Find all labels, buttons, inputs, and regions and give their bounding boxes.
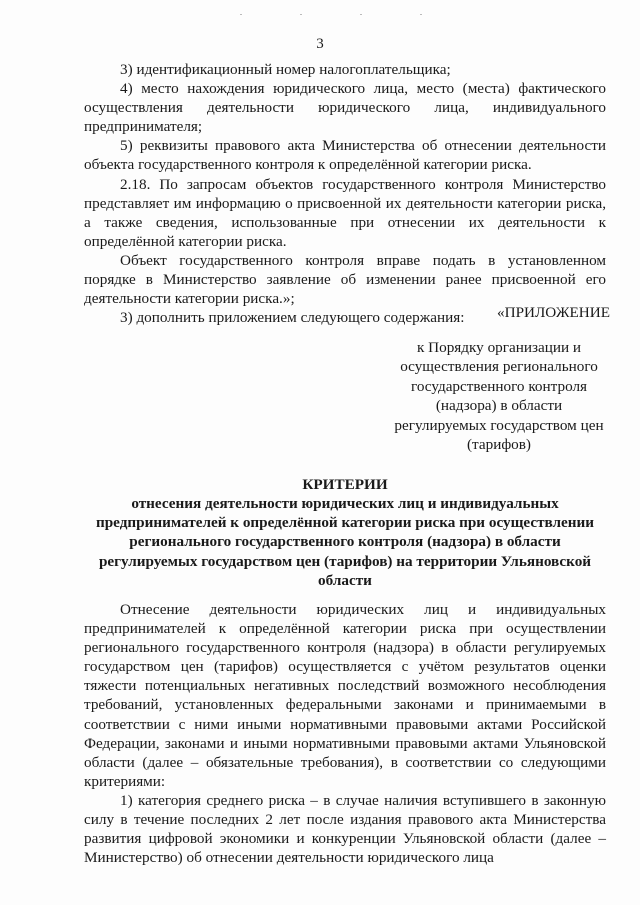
paragraph: Объект государственного контроля вправе подать в установленном порядке в Министерство заявление об изменении ранее присвоенной его деятельности категории риска.»; — [84, 251, 606, 308]
scan-artifact — [360, 14, 362, 15]
paragraph: 1) категория среднего риска – в случае наличия вступившего в законную силу в течение последних 2 лет после издания правового акта Министерства развития цифровой экономики и конкуренции Ульяновской области (далее – Министерство) об отнесении деятельности юридического лица — [84, 791, 606, 867]
criteria-title: КРИТЕРИИ — [302, 476, 388, 493]
appendix-heading: «ПРИЛОЖЕНИЕ — [497, 304, 610, 321]
appendix-reference: к Порядку организации и осуществления регионального государственного контроля (надзора) в области регулируемых государством цен (тарифов) — [394, 339, 604, 454]
paragraph: 5) реквизиты правового акта Министерства об отнесении деятельности объекта государственного контроля к определённой категории риска. — [84, 137, 606, 174]
paragraph: 4) место нахождения юридического лица, место (места) фактического осуществления деятельности юридического лица, индивидуального предпринимателя; — [84, 80, 606, 136]
scan-artifact — [420, 14, 422, 15]
paragraph: Отнесение деятельности юридических лиц и индивидуальных предпринимателей к определённой категории риска при осуществлении регионального государственного контроля (надзора) в области регулируемых государством цен (тарифов) осуществляется с учётом результатов оценки тяжести потенциальных негативных последствий возможного несоблюдения требований, установленных федеральными законами и принимаемыми в соответствии с ними иными нормативными правовыми актами Российской Федерации, законами и иными нормативными правовыми актами Ульяновской области (далее – обязательные требования), в соответствии со следующими критериями: — [84, 601, 606, 790]
criteria-subtitle: отнесения деятельности юридических лиц и индивидуальных предпринимателей к определённой категории риска при осуществлении регионального государственного контроля (надзора) в области регулируемых государством цен (тарифов) на территории Ульяновской области — [95, 495, 595, 589]
scan-artifact — [240, 14, 242, 15]
paragraph: 2.18. По запросам объектов государственного контроля Министерство представляет им информацию о присвоенной их деятельности категории риска, а также сведения, использованные при отнесении их деятельности к определённой категории риска. — [84, 175, 606, 250]
body-text-block — [84, 600, 606, 867]
page-number: 3 — [316, 36, 324, 52]
scan-artifact — [300, 14, 302, 15]
paragraph: 3) идентификационный номер налогоплательщика; — [120, 61, 451, 78]
top-text-block — [84, 60, 606, 327]
paragraph: 3) дополнить приложением следующего содержания: — [120, 309, 465, 327]
